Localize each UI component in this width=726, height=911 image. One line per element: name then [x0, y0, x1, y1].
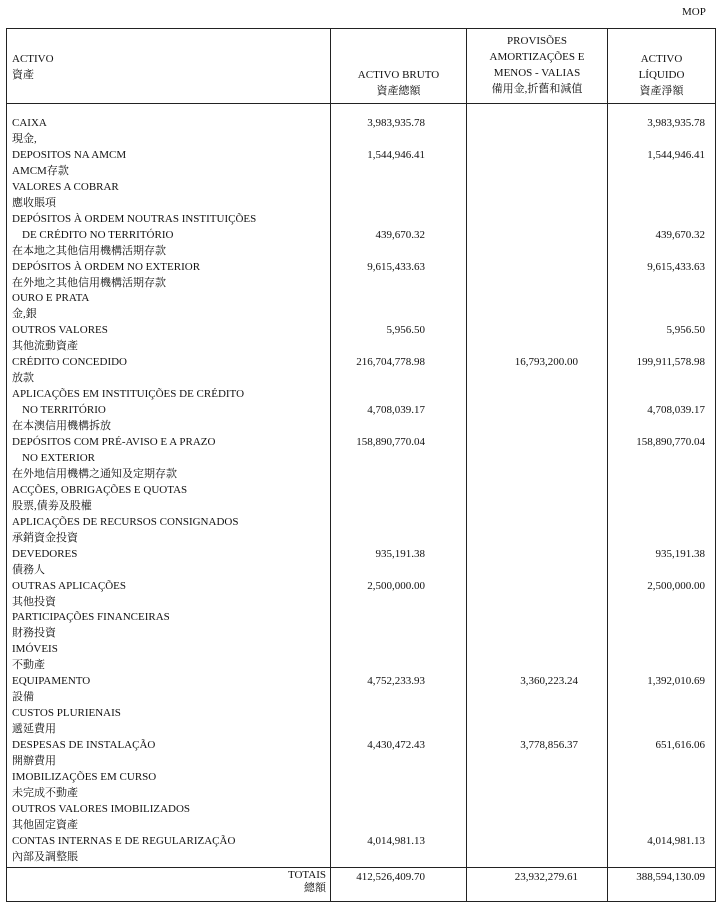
row-gross: 935,191.38	[375, 547, 425, 560]
row-label-pt: APLICAÇÕES EM INSTITUIÇÕES DE CRÉDITO	[12, 388, 245, 401]
row-label-zh: AMCM存款	[12, 164, 69, 177]
row-label-zh: 在本澳信用機構拆放	[12, 420, 111, 433]
table-row	[7, 737, 715, 753]
table-row	[7, 434, 715, 450]
header-gross-zh: 資產總額	[376, 85, 421, 97]
header-divider	[7, 103, 715, 104]
row-provisions: 16,793,200.00	[514, 356, 578, 369]
row-gross: 5,956.50	[386, 324, 425, 337]
table-row	[7, 482, 715, 498]
row-gross: 4,014,981.13	[367, 834, 425, 847]
table-row	[7, 306, 715, 322]
row-gross: 1,544,946.41	[367, 148, 425, 161]
header-net-line1: ACTIVO	[640, 53, 683, 65]
row-label-pt: ACÇÕES, OBRIGAÇÕES E QUOTAS	[12, 483, 188, 496]
balance-sheet-table	[6, 28, 716, 902]
table-row	[7, 514, 715, 530]
row-provisions: 3,360,223.24	[520, 675, 578, 688]
row-gross: 158,890,770.04	[356, 436, 425, 448]
totals-gross: 412,526,409.70	[356, 871, 425, 883]
row-provisions: 3,778,856.37	[520, 739, 578, 752]
row-label-pt: NO EXTERIOR	[22, 451, 96, 464]
table-row	[7, 498, 715, 514]
row-label-zh: 其他固定資產	[12, 818, 78, 831]
row-label-pt: PARTICIPAÇÕES FINANCEIRAS	[12, 611, 170, 624]
header-prov-line3: MENOS - VALIAS	[493, 67, 581, 79]
table-row	[7, 753, 715, 769]
row-label-zh: 財務投資	[12, 627, 56, 640]
row-label-zh: 在外地信用機構之通知及定期存款	[12, 467, 177, 480]
header-prov-zh: 備用金,折舊和減值	[491, 83, 583, 95]
row-label-pt: OURO E PRATA	[12, 292, 90, 305]
table-row	[7, 466, 715, 482]
header-gross-pt: ACTIVO BRUTO	[357, 69, 440, 81]
table-row	[7, 354, 715, 370]
row-net: 651,616.06	[655, 739, 705, 752]
totals-label-pt: TOTAIS	[287, 869, 326, 881]
row-label-zh: 在外地之其他信用機構活期存款	[12, 276, 166, 289]
table-row	[7, 275, 715, 291]
row-label-pt: OUTROS VALORES	[12, 324, 108, 337]
row-label-zh: 金,銀	[12, 308, 37, 321]
table-row	[7, 546, 715, 562]
table-row	[7, 402, 715, 418]
row-label-pt: IMOBILIZAÇÕES EM CURSO	[12, 770, 157, 783]
row-net: 4,708,039.17	[647, 404, 705, 417]
row-net: 1,392,010.69	[647, 675, 705, 688]
table-row	[7, 833, 715, 849]
row-label-pt: CAIXA	[12, 117, 47, 129]
row-label-zh: 未完成不動產	[12, 786, 78, 799]
totals-provisions: 23,932,279.61	[514, 871, 578, 883]
table-row	[7, 530, 715, 546]
row-gross: 9,615,433.63	[367, 260, 425, 273]
header-provisions	[467, 33, 607, 97]
table-row	[7, 562, 715, 578]
table-row	[7, 370, 715, 386]
row-label-zh: 設備	[12, 691, 34, 704]
table-row	[7, 227, 715, 243]
row-label-zh: 內部及調整賬	[12, 850, 78, 863]
row-net: 2,500,000.00	[647, 579, 705, 592]
row-label-zh: 債務人	[12, 563, 45, 576]
table-row	[7, 418, 715, 434]
row-gross: 439,670.32	[375, 228, 425, 241]
row-label-pt: OUTROS VALORES IMOBILIZADOS	[12, 802, 191, 815]
row-label-zh: 現金,	[12, 132, 37, 145]
table-row	[7, 386, 715, 402]
row-label-pt: NO TERRITÓRIO	[22, 404, 106, 417]
row-net: 439,670.32	[655, 228, 705, 241]
table-row	[7, 849, 715, 865]
row-label-pt: DESPESAS DE INSTALAÇÃO	[12, 739, 156, 752]
row-net: 9,615,433.63	[647, 260, 705, 273]
table-row	[7, 785, 715, 801]
table-row	[7, 721, 715, 737]
table-row	[7, 705, 715, 721]
row-net: 1,544,946.41	[647, 148, 705, 161]
table-row	[7, 243, 715, 259]
totals-net: 388,594,130.09	[636, 871, 705, 883]
table-row	[7, 147, 715, 163]
table-row	[7, 259, 715, 275]
row-label-pt: APLICAÇÕES DE RECURSOS CONSIGNADOS	[12, 515, 239, 528]
row-label-pt: DEPOSITOS NA AMCM	[12, 148, 127, 161]
row-label-pt: CUSTOS PLURIENAIS	[12, 707, 121, 720]
header-prov-line2: AMORTIZAÇÕES E	[489, 51, 585, 63]
totals-label-zh: 總額	[304, 882, 326, 894]
table-row	[7, 450, 715, 466]
row-gross: 4,708,039.17	[367, 404, 425, 417]
row-label-zh: 不動產	[12, 659, 45, 672]
table-row	[7, 322, 715, 338]
table-row	[7, 657, 715, 673]
row-net: 5,956.50	[666, 324, 705, 337]
table-row	[7, 211, 715, 227]
header-prov-line1: PROVISÕES	[507, 35, 567, 47]
row-label-zh: 遞延費用	[12, 723, 56, 736]
header-net-line2: LÍQUIDO	[638, 69, 685, 81]
table-row	[7, 641, 715, 657]
row-gross: 2,500,000.00	[367, 579, 425, 592]
row-label-pt: OUTRAS APLICAÇÕES	[12, 579, 126, 592]
row-label-pt: DEPÓSITOS COM PRÉ-AVISO E A PRAZO	[12, 436, 216, 448]
table-row	[7, 131, 715, 147]
row-net: 158,890,770.04	[636, 436, 705, 448]
header-asset	[12, 51, 54, 83]
currency-label: MOP	[682, 6, 706, 18]
header-asset-zh: 資產	[12, 69, 34, 81]
row-label-zh: 其他投資	[12, 595, 56, 608]
table-row	[7, 578, 715, 594]
header-gross	[331, 67, 466, 99]
header-net-zh: 資產淨額	[639, 85, 684, 97]
row-label-zh: 在本地之其他信用機構活期存款	[12, 244, 166, 257]
row-net: 199,911,578.98	[636, 356, 705, 369]
row-label-pt: DEPÓSITOS À ORDEM NOUTRAS INSTITUIÇÕES	[12, 212, 257, 225]
totals-divider	[7, 867, 715, 868]
row-label-pt: DEPÓSITOS À ORDEM NO EXTERIOR	[12, 260, 201, 273]
row-label-pt: IMÓVEIS	[12, 643, 58, 656]
row-label-zh: 應收賬項	[12, 196, 56, 209]
table-row	[7, 801, 715, 817]
table-row	[7, 769, 715, 785]
row-gross: 4,752,233.93	[367, 675, 425, 688]
table-row	[7, 594, 715, 610]
row-label-zh: 放款	[12, 372, 34, 385]
row-label-pt: DE CRÉDITO NO TERRITÓRIO	[22, 228, 174, 241]
table-row	[7, 338, 715, 354]
row-label-pt: DEVEDORES	[12, 547, 78, 560]
row-label-pt: CRÉDITO CONCEDIDO	[12, 356, 127, 369]
table-row	[7, 179, 715, 195]
table-row	[7, 689, 715, 705]
header-asset-pt: ACTIVO	[12, 53, 54, 65]
row-gross: 4,430,472.43	[367, 739, 425, 752]
totals-row	[7, 869, 715, 885]
header-net	[608, 51, 715, 99]
row-net: 4,014,981.13	[647, 834, 705, 847]
table-row	[7, 115, 715, 131]
row-net: 935,191.38	[655, 547, 705, 560]
table-row	[7, 673, 715, 689]
row-label-zh: 開辦費用	[12, 755, 56, 767]
table-row	[7, 625, 715, 641]
table-row	[7, 163, 715, 179]
row-label-zh: 承銷資金投資	[12, 531, 78, 544]
table-row	[7, 817, 715, 833]
row-label-zh: 其他流動資產	[12, 340, 78, 353]
row-gross: 3,983,935.78	[367, 117, 425, 129]
row-label-zh: 股票,債劵及股權	[12, 499, 92, 512]
table-row	[7, 195, 715, 211]
row-label-pt: VALORES A COBRAR	[12, 180, 119, 193]
row-label-pt: CONTAS INTERNAS E DE REGULARIZAÇÃO	[12, 834, 236, 847]
table-row	[7, 609, 715, 625]
row-gross: 216,704,778.98	[356, 356, 425, 369]
row-label-pt: EQUIPAMENTO	[12, 675, 91, 688]
table-row	[7, 290, 715, 306]
row-net: 3,983,935.78	[647, 117, 705, 129]
